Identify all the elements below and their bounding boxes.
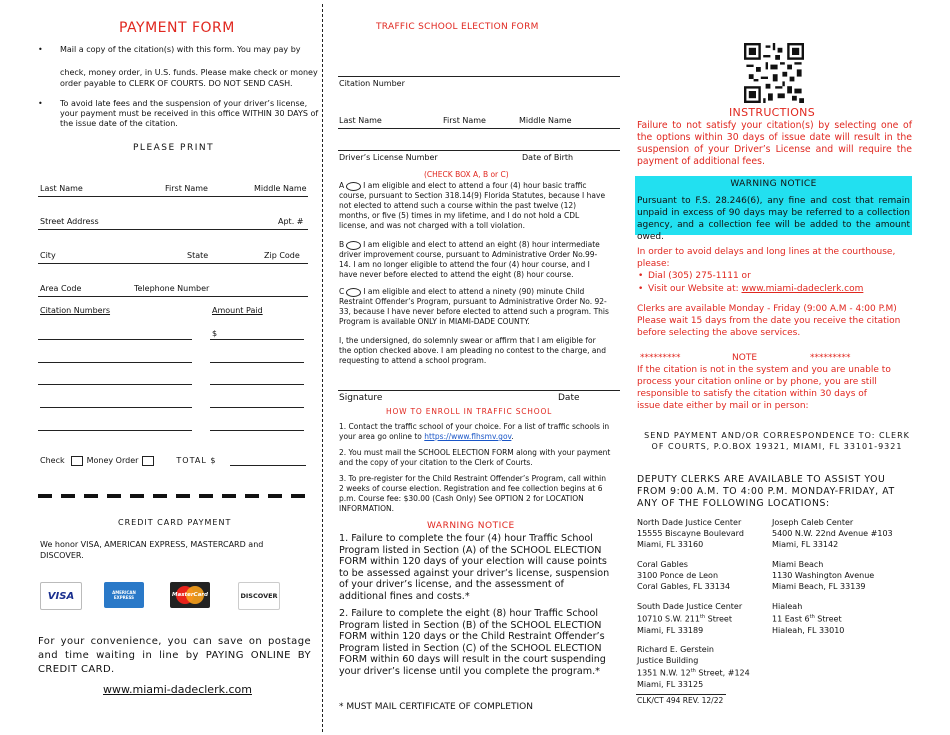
citation-line-1	[38, 339, 192, 340]
amount-line-2	[210, 362, 304, 363]
credit-card-heading: CREDIT CARD PAYMENT	[118, 518, 232, 527]
form-code: CLK/CT 494 REV. 12/22	[637, 696, 724, 705]
ts-warning-2: 2. Failure to complete the eight (8) hour Traffic School Program listed in Section (B) of the SCHOOL ELECTION FORM within 120 days or the Child Restraint Offender’s Program listed in Section (C) of the SCHOOL ELECTION FORM within 60 days will result in the court suspending your driver’s license until you complete the program.*	[339, 608, 606, 677]
how-to-enroll-heading: HOW TO ENROLL IN TRAFFIC SCHOOL	[386, 407, 553, 416]
amount-line-4	[210, 407, 304, 408]
telephone-label: Telephone Number	[134, 284, 210, 293]
ts-name-line	[338, 128, 620, 129]
amount-line-1	[210, 339, 304, 340]
amex-logo: AMERICAN EXPRESS	[112, 590, 136, 600]
total-line	[230, 465, 306, 466]
signature-line	[338, 390, 620, 391]
option-a-checkbox[interactable]	[346, 182, 361, 191]
note-body: If the citation is not in the system and you are unable to process your citation online or by phone, you are still responsible to satisfy the citation within 30 days of issue date either by mail or in person:	[637, 365, 891, 411]
zip-label: Zip Code	[264, 251, 300, 260]
location-hialeah: Hialeah 11 East 6th Street Hialeah, FL 33010	[772, 602, 845, 635]
location-coral-gables: Coral Gables 3100 Ponce de Leon Coral Gables, FL 33134	[637, 560, 731, 591]
option-c-checkbox[interactable]	[346, 288, 361, 297]
affirmation-text: I, the undersigned, do solemnly swear or affirm that I am eligible for the option checked above. I am pleading no contest to the charge, and requesting to attend a school program.	[339, 336, 606, 365]
apt-label: Apt. #	[278, 217, 304, 226]
dob-label: Date of Birth	[522, 153, 574, 162]
location-joseph-caleb: Joseph Caleb Center 5400 N.W. 22nd Avenue #103 Miami, FL 33142	[772, 518, 893, 549]
enroll-step-3: 3. To pre-register for the Child Restraint Offender’s Program, call within 2 weeks of course election. Registration and fee collection begins at 6 p.m. Course fee: $30.00 (Cash Only) See OPTION 2 for LOCATION INFORMATION.	[339, 474, 607, 513]
bullet-mail: • Mail a copy of the citation(s) with this form. You may pay by check, money order, in U.S. funds. Please make check or money order payable to CLERK OF COURTS. DO NOT SEND CASH.	[38, 45, 318, 88]
money-order-checkbox[interactable]	[142, 456, 154, 466]
visa-logo: VISA	[47, 590, 75, 602]
state-label: State	[187, 251, 209, 260]
payment-method-row: Check Money Order TOTAL $	[40, 456, 217, 465]
note-heading: NOTE	[732, 353, 758, 363]
instructions-title: INSTRUCTIONS	[729, 106, 815, 119]
pay-online-text: For your convenience, you can save on postage and time waiting in line by PAYING ONLINE BY CREDIT CARD.	[38, 636, 311, 675]
phone-line	[38, 296, 308, 297]
warning-notice-body: Pursuant to F.S. 28.246(6), any fine and cost that remain unpaid in excess of 90 days may be referred to a collection agency, and a collection fee will be added to the amount owed.	[637, 196, 910, 242]
must-mail-certificate: * MUST MAIL CERTIFICATE OF COMPLETION	[339, 702, 533, 712]
dollar-sign: $	[212, 329, 218, 338]
deputy-clerks-text: DEPUTY CLERKS ARE AVAILABLE TO ASSIST YOU FROM 9:00 A.M. TO 4:00 P.M. MONDAY-FRIDAY, AT ANY OF THE FOLLOWING LOCATIONS:	[637, 474, 895, 509]
we-honor-text: We honor VISA, AMERICAN EXPRESS, MASTERCARD and DISCOVER.	[40, 540, 264, 560]
check-checkbox[interactable]	[71, 456, 83, 466]
city-line	[38, 263, 308, 264]
dl-number-label: Driver’s License Number	[339, 153, 438, 162]
amex-card	[104, 582, 144, 608]
location-south-dade: South Dade Justice Center 10710 S.W. 211th Street Miami, FL 33189	[637, 602, 743, 635]
option-a: A I am eligible and elect to attend a four (4) hour basic traffic course, pursuant to Section 318.14(9) Florida Statutes, because I have not elected to attend such a course within the past twelve (12) months, or five (5) times in my lifetime, and I do not hold a CDL license, and was not charged with a toll violation.	[339, 181, 606, 230]
street-line	[38, 229, 308, 230]
citation-number-line	[338, 76, 620, 77]
failure-text: Failure to not satisfy your citation(s) by selecting one of the options within 30 days of issue date will result in the suspension of your Driver’s License and will require the payment of additional fees.	[637, 120, 912, 167]
signature-label: Signature	[339, 393, 383, 403]
option-b-checkbox[interactable]	[346, 241, 361, 250]
avoid-delays-text: In order to avoid delays and long lines at the courthouse, please:	[637, 247, 896, 269]
option-b: B I am eligible and elect to attend an eight (8) hour intermediate driver improvement course, pursuant to Administrative Order No.99-14. I am no longer eligible to attend the four (4) hour course, and I have never before elected to attend the eight (8) hour course.	[339, 240, 600, 279]
name-line	[38, 196, 308, 197]
ts-last-name-label: Last Name	[339, 116, 382, 125]
first-name-label: First Name	[165, 184, 208, 193]
middle-name-label: Middle Name	[254, 184, 307, 193]
qr-code-icon	[744, 43, 804, 103]
ts-warning-heading: WARNING NOTICE	[427, 521, 515, 531]
city-label: City	[40, 251, 56, 260]
enroll-step-1: 1. Contact the traffic school of your choice. For a list of traffic schools in your area go online to https://www.flhsmv.gov.	[339, 422, 610, 441]
date-label: Date	[558, 393, 580, 403]
clerk-website-link[interactable]: www.miami-dadeclerk.com	[741, 284, 864, 294]
citation-number-label: Citation Number	[339, 79, 405, 88]
note-stars-left: *********	[640, 353, 681, 363]
ts-dl-line	[338, 150, 620, 151]
location-north-dade: North Dade Justice Center 15555 Biscayne Boulevard Miami, FL 33160	[637, 518, 744, 549]
discover-logo: DISCOVER	[240, 592, 278, 600]
flhsmv-link[interactable]: https://www.flhsmv.gov	[424, 432, 512, 441]
citation-line-4	[40, 407, 192, 408]
fold-divider	[322, 4, 323, 732]
please-print: PLEASE PRINT	[133, 143, 215, 153]
citation-line-3	[38, 384, 192, 385]
form-code-line	[636, 694, 726, 695]
visit-website: • Visit our Website at: www.miami-dadeclerk.com	[638, 284, 864, 294]
traffic-school-title: TRAFFIC SCHOOL ELECTION FORM	[376, 22, 539, 32]
discover-card	[238, 582, 280, 610]
ts-warning-1: 1. Failure to complete the four (4) hour Traffic School Program listed in Section (A) of the SCHOOL ELECTION FORM within 120 days of your election will cause points to be assessed against your driver’s license, suspension of your driver’s license, and the assessment of additional fines and costs.*	[339, 533, 610, 602]
citation-line-5	[38, 430, 192, 431]
clerks-available: Clerks are available Monday - Friday (9:00 A.M - 4:00 P.M)	[637, 304, 897, 314]
amount-line-3	[210, 384, 304, 385]
location-miami-beach: Miami Beach 1130 Washington Avenue Miami Beach, FL 33139	[772, 560, 875, 591]
mastercard-card	[170, 582, 210, 608]
bullet-late-fees: • To avoid late fees and the suspension of your driver’s license, your payment must be received in this office WITHIN 30 DAYS of the issue date of the citation.	[38, 99, 319, 128]
warning-notice-box	[635, 176, 912, 242]
location-gerstein: Richard E. Gerstein Justice Building 1351 N.W. 12th Street, #124 Miami, FL 33125	[637, 645, 750, 689]
send-payment-address: SEND PAYMENT AND/OR CORRESPONDENCE TO: CLERK OF COURTS, P.O.BOX 19321, MIAMI, FL 33101-9321	[644, 431, 910, 451]
dial-phone: • Dial (305) 275-1111 or	[638, 271, 751, 281]
payment-form-title: PAYMENT FORM	[119, 20, 235, 36]
visa-card	[40, 582, 82, 610]
last-name-label: Last Name	[40, 184, 83, 193]
enroll-step-2: 2. You must mail the SCHOOL ELECTION FORM along with your payment and the copy of your citation to the Clerk of Courts.	[339, 448, 611, 467]
wait-15-days: Please wait 15 days from the date you receive the citation before selecting the above services.	[637, 316, 901, 338]
option-c: C I am eligible and elect to attend a ninety (90) minute Child Restraint Offender’s Program, pursuant to Administrative Order No. 92-33, because I have never before elected to attend such a program. This Program is available ONLY in MIAMI-DADE COUNTY.	[339, 287, 609, 326]
ts-middle-name-label: Middle Name	[519, 116, 572, 125]
citation-line-2	[38, 362, 192, 363]
ts-first-name-label: First Name	[443, 116, 486, 125]
website-link[interactable]: www.miami-dadeclerk.com	[103, 683, 252, 696]
street-label: Street Address	[40, 217, 99, 226]
check-box-instruction: (CHECK BOX A, B or C)	[424, 170, 509, 179]
warning-notice-title: WARNING NOTICE	[730, 179, 817, 189]
amount-paid-label: Amount Paid	[212, 306, 263, 315]
citation-numbers-label: Citation Numbers	[40, 306, 111, 315]
mastercard-logo-text: MasterCard	[172, 592, 208, 598]
area-code-label: Area Code	[40, 284, 82, 293]
amount-line-5	[210, 430, 304, 431]
note-stars-right: *********	[810, 353, 851, 363]
